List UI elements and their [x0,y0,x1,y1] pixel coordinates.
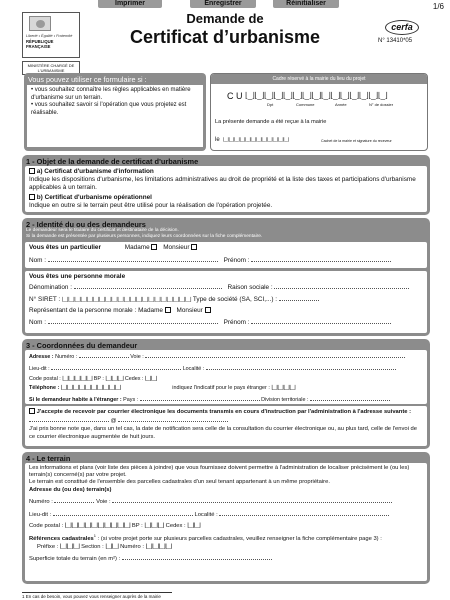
s4-numero-field[interactable] [54,497,94,503]
s4-bp-field[interactable]: ⌊_⌋⌊_⌋⌊_⌋ [144,523,165,530]
s4-superficie-field[interactable] [122,554,272,560]
s3-adresse-label: Adresse : [29,354,54,360]
type-label: Type de société (SA, SCI,...) : [192,296,278,303]
section-4 [22,452,430,584]
s4-prefixe-field[interactable]: ⌊_⌋⌊_⌋⌊_⌋ [59,543,80,550]
col-commune: Commune [296,102,315,107]
s4-lieudit-label: Lieu-dit : [29,512,52,519]
type-field[interactable] [279,295,319,301]
s3-cp-field[interactable]: ⌊_⌋⌊_⌋⌊_⌋⌊_⌋⌊_⌋ [62,375,93,382]
received-text: La présente demande a été reçue à la mairie [215,119,327,125]
s3-indicatif-field[interactable]: ⌊_⌋⌊_⌋⌊_⌋⌊_⌋ [271,385,296,392]
s4-bp-label: BP : [131,523,143,530]
mairie-box [210,73,428,151]
section-1 [22,155,430,215]
s4-localite-field[interactable] [219,510,389,516]
s2-note-2: Si la demande est présentée par plusieurs personnes, indiquez leurs coordonnées sur la fiche complémentaire. [26,234,263,239]
nom2-label: Nom : [29,319,47,326]
s4-references-label: Références cadastrales [29,535,94,542]
s3-numero-field[interactable] [79,352,129,358]
section-2 [22,218,430,336]
s4-text-2: Le terrain est constitué de l'ensemble des parcelles cadastrales d'un seul tenant appartenant à un même propriétaire. [29,479,330,486]
section-3 [22,339,430,449]
s4-numero2-field[interactable]: ⌊_⌋⌊_⌋⌊_⌋⌊_⌋ [145,543,172,550]
prenom-label: Prénom : [223,257,250,264]
checkbox-monsieur[interactable] [191,244,197,250]
s4-text-1: Les informations et plans (voir liste des pièces à joindre) que vous fournissez doivent permettre à l'administration de localiser précisément le (ou les) terrain(s) concerné(s) par votre projet. [29,465,410,479]
s3-division-label: Division territoriale : [261,397,309,403]
s4-superficie-label: Superficie totale du terrain (en m²) : [29,556,121,563]
raison-label: Raison sociale : [227,284,273,291]
s4-adresse-label: Adresse du (ou des) terrain(s) [29,486,112,493]
checkbox-madame[interactable] [151,244,157,250]
logo-motto: Liberté • Égalité • Fraternité [26,34,73,38]
ministry-label: MINISTÈRE CHARGÉ DE L'URBANISME [22,61,80,75]
s4-cedex-label: Cedex : [165,523,186,530]
section-1-header: 1 - Objet de la demande de certificat d'urbanisme [26,157,199,166]
s3-indicatif-label: indiquez l'indicatif pour le pays étranger : [172,385,270,392]
s4-cedex-field[interactable]: ⌊_⌋⌊_⌋ [187,523,201,530]
s3-etranger-label: Si le demandeur habite à l'étranger : [29,397,122,403]
nom2-field[interactable] [48,318,218,324]
col-dossier: N° de dossier [369,102,394,107]
s4-footnote-ref: 1 [93,532,97,538]
s3-email-user-field[interactable] [29,416,109,422]
s3-pays-label: Pays : [123,397,139,403]
section-2-header: 2 - Identité du ou des demandeurs [26,220,146,229]
checkbox-email-consent[interactable] [29,408,35,414]
s4-voie-field[interactable] [112,497,392,503]
s3-numero-label: Numéro : [55,354,78,360]
particulier-label: Vous êtes un particulier [29,244,101,251]
footnote: 1 En cas de besoin, vous pouvez vous renseigner auprès de la mairie [22,592,172,600]
monsieur2-label: Monsieur [176,307,203,314]
cu-number-field[interactable]: ⌊_⌋⌊_⌋⌊_⌋⌊_⌋⌊_⌋⌊_⌋⌊_⌋⌊_⌋⌊_⌋⌊_⌋⌊_⌋⌊_⌋⌊_⌋⌊_⌋⌊_⌋ [245,91,388,100]
s3-voie-field[interactable] [145,352,405,358]
s4-lieudit-field[interactable] [53,510,193,516]
denomination-label: Dénomination : [29,284,72,291]
title-line1: Demande de [186,11,264,26]
representant-label: Représentant de la personne morale : [29,307,137,314]
denomination-field[interactable] [74,283,222,289]
s3-telephone-field[interactable]: ⌊_⌋⌊_⌋⌊_⌋⌊_⌋⌊_⌋⌊_⌋⌊_⌋⌊_⌋⌊_⌋⌊_⌋ [60,385,121,392]
cu-a-title: a) Certificat d'urbanisme d'information [36,168,154,175]
section-3-header: 3 - Coordonnées du demandeur [26,341,138,350]
intro-header: Vous pouvez utiliser ce formulaire si : [28,75,147,84]
s3-division-field[interactable] [310,395,390,401]
madame2-label: Madame [138,307,163,314]
col-annee: Année [335,102,347,107]
siret-field[interactable]: ⌊_⌋⌊_⌋⌊_⌋⌊_⌋⌊_⌋⌊_⌋⌊_⌋⌊_⌋⌊_⌋⌊_⌋⌊_⌋⌊_⌋⌊_⌋⌊_⌋⌊_⌋⌊_⌋⌊_⌋⌊_⌋⌊_⌋⌊_⌋⌊_⌋ [61,297,192,303]
checkbox-cu-operationnel[interactable] [29,194,35,200]
s2-note-1: Le demandeur sera le titulaire du certificat et destinataire de la décision. [26,228,179,233]
cu-a-text: Indique les dispositions d'urbanisme, les limitations administratives au droit de propriété et la liste des taxes et participations d'urbanisme applicables à un terrain. [29,176,416,191]
s4-prefixe-label: Préfixe : [37,543,59,550]
s3-cp-label: Code postal : [29,375,61,382]
checkbox-cu-information[interactable] [29,168,35,174]
s4-localite-label: Localité : [194,512,218,519]
s3-notice: J'ai pris bonne note que, dans un tel cas, la date de notification sera celle de la consultation du courrier électronique ou, au plus tard, celle de l'envoi de ce courrier électronique augmentée de huit jours. [29,426,417,440]
nom-label: Nom : [29,257,47,264]
print-button[interactable]: Imprimer [98,0,162,8]
monsieur-label: Monsieur [163,244,190,251]
s3-cedex-field[interactable]: ⌊_⌋⌊_⌋ [144,375,157,382]
siret-label: N° SIRET : [29,296,61,303]
s3-email-domain-field[interactable] [118,416,228,422]
raison-field[interactable] [274,283,409,289]
s4-numero2-label: Numéro : [120,543,144,550]
received-date-field[interactable]: ⌊_⌋⌊_⌋⌊_⌋⌊_⌋⌊_⌋⌊_⌋⌊_⌋⌊_⌋⌊_⌋⌊_⌋⌊_⌋⌊_⌋ [223,137,289,143]
col-dpt: Dpt [267,102,274,107]
cu-b-title: b) Certificat d'urbanisme opérationnel [36,194,152,201]
received-date-label: le [215,137,220,143]
s4-numero-label: Numéro : [29,498,53,505]
intro-bullet-1: • vous souhaitez connaître les règles applicables en matière d'urbanisme sur un terrain. [31,87,191,101]
madame-label: Madame [124,244,150,251]
intro-bullet-2: • vous souhaitez savoir si l'opération que vous projetez est réalisable. [31,102,187,116]
s4-cp-label: Code postal : [29,523,64,530]
checkbox-madame-2[interactable] [165,307,171,313]
s3-cedex-label: Cedex : [124,375,144,382]
nom-field[interactable] [48,256,218,262]
s4-voie-label: Voie : [96,498,111,505]
page-title: Certificat d’urbanisme [129,27,321,47]
s3-bp-label: BP : [93,375,104,382]
s4-ref-text: : (si votre projet porte sur plusieurs parcelles cadastrales, veuillez renseigner la fiche complémentaire page 3) : [97,535,382,542]
prenom2-label: Prénom : [223,319,250,326]
save-button[interactable]: Enregistrer [190,0,256,8]
cerfa-logo: cerfa [385,20,419,35]
section-4-header: 4 - Le terrain [26,454,71,463]
s4-cp-field[interactable]: ⌊_⌋⌊_⌋⌊_⌋⌊_⌋⌊_⌋⌊_⌋⌊_⌋⌊_⌋⌊_⌋⌊_⌋ [64,523,131,530]
s3-telephone-label: Téléphone : [29,385,60,392]
prenom-field[interactable] [251,256,391,262]
s4-section-field[interactable]: ⌊_⌋⌊_⌋ [105,543,119,550]
mairie-header: Cadre réservé à la mairie du lieu du projet [211,74,427,84]
intro-box [24,73,206,151]
morale-label: Vous êtes une personne morale [29,273,126,280]
s3-localite-field[interactable] [206,364,396,370]
s3-accept-text: J'accepte de recevoir par courrier électronique les documents transmis en cours d'instruction par l'administration à l'adresse suivante : [36,409,412,415]
prenom2-field[interactable] [251,318,391,324]
checkbox-monsieur-2[interactable] [205,307,211,313]
stamp-label: Cachet de la mairie et signature du receveur [321,139,392,143]
s3-arobase: @ [110,418,117,425]
cu-b-text: Indique en outre si le terrain peut être utilisé pour la réalisation de l'opération projetée. [29,202,273,209]
s3-lieudit-field[interactable] [51,364,181,370]
s3-lieudit-label: Lieu-dit : [29,365,50,372]
s3-pays-field[interactable] [140,395,260,401]
cerfa-number: N° 13410*05 [378,38,413,44]
cu-label: C U [227,91,243,101]
s3-voie-label: Voie : [130,354,144,360]
page-number: 1/6 [432,2,444,11]
reset-button[interactable]: Réinitialiser [273,0,339,8]
s3-bp-field[interactable]: ⌊_⌋⌊_⌋⌊_⌋ [105,375,124,382]
s4-section-label: Section : [81,543,104,550]
logo-republic: RÉPUBLIQUE FRANÇAISE [26,39,54,50]
s3-localite-label: Localité : [182,365,205,372]
